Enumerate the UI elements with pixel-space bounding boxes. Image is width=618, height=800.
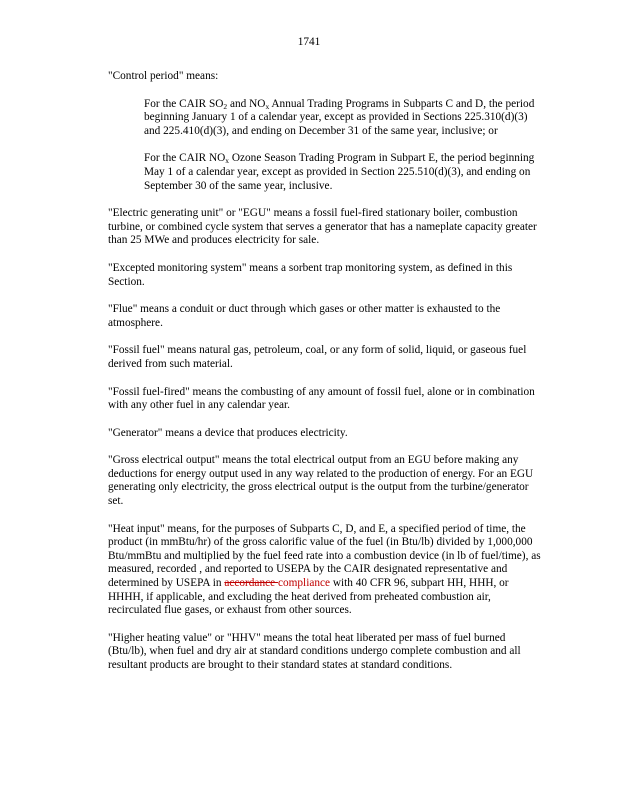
document-body — [108, 70, 544, 687]
inserted-text: compliance — [277, 577, 333, 590]
heat-input-definition: "Heat input" means, for the purposes of Subparts C, D, and E, a specified period of time, the product (in mmBtu/hr) of the gross calorific value of the fuel (in Btu/lb) divided by 1,000,000 Btu/mmBtu and multiplied by the fuel feed rate into a combustion device (in lb of fuel/time), as measured, recorded , and reported to USEPA by the CAIR designated representative and determined by USEPA in accordance compliance with 40 CFR 96, subpart HH, HHH, or HHHH, if applicable, and excluding the heat derived from preheated combustion air, recirculated flue gases, or exhaust from other sources. — [108, 522, 541, 617]
fossil-fuel-definition: "Fossil fuel" means natural gas, petroleum, coal, or any form of solid, liquid, or gaseous fuel derived from such material. — [108, 344, 527, 370]
fossil-fuel-fired-definition: "Fossil fuel-fired" means the combusting of any amount of fossil fuel, alone or in combination with any other fuel in any calendar year. — [108, 385, 535, 412]
control-period-definition: "Control period" means: — [108, 70, 219, 82]
hhv-definition: "Higher heating value" or "HHV" means the total heat liberated per mass of fuel burned (Btu/lb), when fuel and dry air at standard conditions undergo complete combustion and all resultant products are brought to their standard states at standard conditions. — [108, 631, 521, 671]
egu-definition: "Electric generating unit" or "EGU" means a fossil fuel-fired stationary boiler, combustion turbine, or combined cycle system that serves a generator that has a nameplate capacity greater than 25 MWe and produces electricity for sale. — [108, 207, 537, 247]
control-period-ozone: For the CAIR $NO_x$ Ozone Season Trading Program in Subpart E, the period beginning May 1 of a calendar year, except as provided in Section 225.510(d)(3), and ending on September 30 of the same year, inclusive. — [144, 152, 535, 192]
excepted-monitoring-definition: "Excepted monitoring system" means a sorbent trap monitoring system, as defined in this Section. — [108, 261, 513, 288]
generator-definition: "Generator" means a device that produces electricity. — [108, 426, 348, 439]
deleted-text: accordance — [224, 577, 278, 590]
gross-output-definition: "Gross electrical output" means the total electrical output from an EGU before making any deductions for energy output used in any way related to the production of energy. For an EGU generating only electricity, the gross electrical output is the output from the turbine/generator set. — [108, 454, 534, 508]
page-number: 1741 — [297, 36, 321, 48]
control-period-annual: For the CAIR $SO_2$ and $NO_x$ Annual Trading Programs in Subparts C and D, the period beginning January 1 of a calendar year, except as provided in Sections 225.310(d)(3) and 225.410(d)(3), and ending on December 31 of the same year, inclusive; or — [144, 97, 535, 137]
flue-definition: "Flue" means a conduit or duct through which gases or other matter is exhausted to the atmosphere. — [108, 303, 501, 329]
